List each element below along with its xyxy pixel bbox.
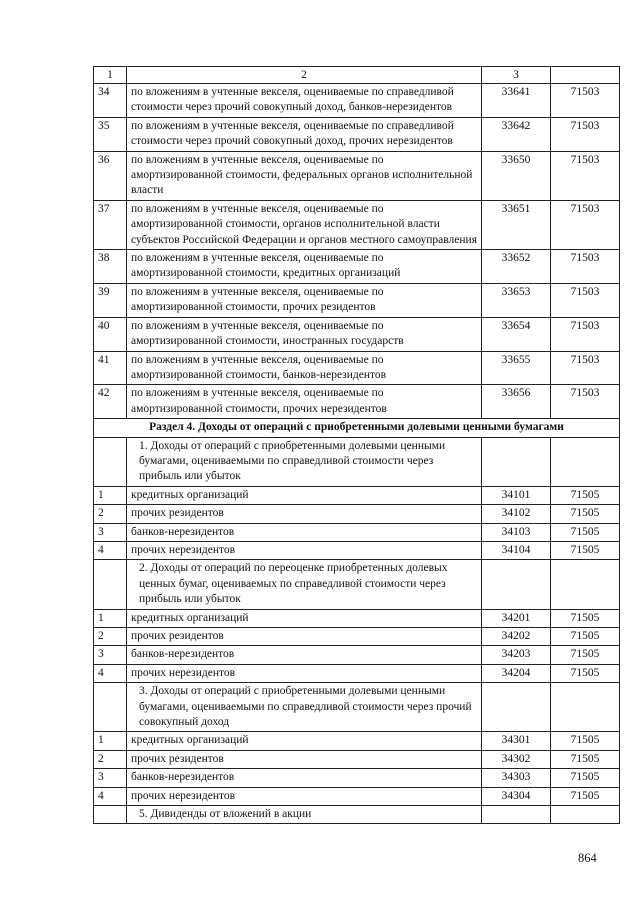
accounts-table	[93, 66, 620, 824]
row-text: прочих резидентов	[127, 505, 482, 523]
row-code-2: 71505	[551, 787, 620, 805]
row-text: банков-нерезидентов	[127, 646, 482, 664]
row-code-2: 71505	[551, 523, 620, 541]
empty-cell	[551, 683, 620, 732]
row-number: 42	[94, 385, 127, 419]
row-text: по вложениям в учтенные векселя, оцениваемые по амортизированной стоимости, иностранных государств	[127, 317, 482, 351]
table-row	[94, 200, 620, 249]
row-number: 41	[94, 351, 127, 385]
table-row	[94, 787, 620, 805]
row-code: 34201	[482, 609, 551, 627]
row-code: 34301	[482, 732, 551, 750]
empty-cell	[482, 437, 551, 486]
row-code: 33650	[482, 151, 551, 200]
row-number: 2	[94, 750, 127, 768]
group-title: 2. Доходы от операций по переоценке приобретенных долевых ценных бумаг, оцениваемых по справедливой стоимости через прибыль или убыток	[127, 560, 482, 609]
row-code-2: 71503	[551, 283, 620, 317]
row-code-2: 71503	[551, 385, 620, 419]
row-code-2: 71505	[551, 628, 620, 646]
row-code-2: 71503	[551, 250, 620, 284]
empty-cell	[94, 560, 127, 609]
group-title: 5. Дивиденды от вложений в акции	[127, 806, 482, 824]
header-col-4	[551, 67, 620, 84]
row-code-2: 71505	[551, 769, 620, 787]
row-code-2: 71503	[551, 317, 620, 351]
row-code-2: 71505	[551, 505, 620, 523]
table-row	[94, 486, 620, 504]
row-code: 33652	[482, 250, 551, 284]
group-title-row	[94, 437, 620, 486]
row-code-2: 71505	[551, 486, 620, 504]
row-text: по вложениям в учтенные векселя, оцениваемые по амортизированной стоимости, органов исполнительной власти субъектов Российской Федерации и органов местного самоуправления	[127, 200, 482, 249]
header-col-1: 1	[94, 67, 127, 84]
table-row	[94, 317, 620, 351]
header-col-2: 2	[127, 67, 482, 84]
empty-cell	[551, 560, 620, 609]
row-code: 34204	[482, 664, 551, 682]
table-row	[94, 609, 620, 627]
group-title-row	[94, 806, 620, 824]
section-heading: Раздел 4. Доходы от операций с приобретенными долевыми ценными бумагами	[94, 419, 620, 437]
table-row	[94, 505, 620, 523]
empty-cell	[551, 437, 620, 486]
table-row	[94, 117, 620, 151]
empty-cell	[94, 806, 127, 824]
row-number: 40	[94, 317, 127, 351]
row-text: по вложениям в учтенные векселя, оцениваемые по справедливой стоимости через прочий совокупный доход, банков-нерезидентов	[127, 84, 482, 118]
row-number: 1	[94, 609, 127, 627]
row-code-2: 71505	[551, 609, 620, 627]
row-number: 38	[94, 250, 127, 284]
row-code: 34202	[482, 628, 551, 646]
table-row	[94, 750, 620, 768]
group-title-row	[94, 683, 620, 732]
row-code: 33656	[482, 385, 551, 419]
row-text: прочих нерезидентов	[127, 664, 482, 682]
table-row	[94, 628, 620, 646]
empty-cell	[482, 683, 551, 732]
row-text: по вложениям в учтенные векселя, оцениваемые по амортизированной стоимости, прочих резидентов	[127, 283, 482, 317]
row-number: 4	[94, 541, 127, 559]
table-row	[94, 732, 620, 750]
table-row	[94, 283, 620, 317]
row-code-2: 71503	[551, 200, 620, 249]
row-code: 33651	[482, 200, 551, 249]
table-row	[94, 385, 620, 419]
row-text: кредитных организаций	[127, 732, 482, 750]
group-title-row	[94, 560, 620, 609]
row-text: прочих резидентов	[127, 628, 482, 646]
row-number: 39	[94, 283, 127, 317]
row-code: 33641	[482, 84, 551, 118]
row-code: 34203	[482, 646, 551, 664]
table-row	[94, 646, 620, 664]
row-number: 4	[94, 787, 127, 805]
row-text: прочих нерезидентов	[127, 541, 482, 559]
row-code-2: 71505	[551, 732, 620, 750]
row-number: 3	[94, 769, 127, 787]
row-code: 34303	[482, 769, 551, 787]
row-code: 33654	[482, 317, 551, 351]
table-row	[94, 541, 620, 559]
row-text: по вложениям в учтенные векселя, оцениваемые по амортизированной стоимости, федеральных органов исполнительной власти	[127, 151, 482, 200]
row-code: 34302	[482, 750, 551, 768]
row-code: 33653	[482, 283, 551, 317]
row-text: по вложениям в учтенные векселя, оцениваемые по амортизированной стоимости, прочих нерезидентов	[127, 385, 482, 419]
empty-cell	[94, 437, 127, 486]
row-number: 3	[94, 646, 127, 664]
table-row	[94, 351, 620, 385]
row-number: 35	[94, 117, 127, 151]
row-text: прочих резидентов	[127, 750, 482, 768]
row-number: 1	[94, 732, 127, 750]
empty-cell	[551, 806, 620, 824]
row-number: 37	[94, 200, 127, 249]
table-row	[94, 664, 620, 682]
table-row	[94, 151, 620, 200]
group-title: 3. Доходы от операций с приобретенными долевыми ценными бумагами, оцениваемыми по справедливой стоимости через прочий совокупный доход	[127, 683, 482, 732]
row-code: 34101	[482, 486, 551, 504]
row-code: 33642	[482, 117, 551, 151]
row-number: 1	[94, 486, 127, 504]
row-code-2: 71503	[551, 84, 620, 118]
empty-cell	[94, 683, 127, 732]
row-code-2: 71503	[551, 117, 620, 151]
row-code-2: 71503	[551, 151, 620, 200]
row-code-2: 71505	[551, 541, 620, 559]
row-text: по вложениям в учтенные векселя, оцениваемые по амортизированной стоимости, кредитных организаций	[127, 250, 482, 284]
row-text: банков-нерезидентов	[127, 523, 482, 541]
row-text: по вложениям в учтенные векселя, оцениваемые по справедливой стоимости через прочий совокупный доход, прочих нерезидентов	[127, 117, 482, 151]
section-row	[94, 419, 620, 437]
row-code-2: 71505	[551, 750, 620, 768]
empty-cell	[482, 806, 551, 824]
table-row	[94, 84, 620, 118]
row-code-2: 71503	[551, 351, 620, 385]
page-number: 864	[578, 851, 597, 865]
row-number: 2	[94, 628, 127, 646]
table-row	[94, 769, 620, 787]
row-code-2: 71505	[551, 646, 620, 664]
row-code: 34104	[482, 541, 551, 559]
row-text: по вложениям в учтенные векселя, оцениваемые по амортизированной стоимости, банков-нерезидентов	[127, 351, 482, 385]
row-code: 34304	[482, 787, 551, 805]
row-number: 4	[94, 664, 127, 682]
group-title: 1. Доходы от операций с приобретенными долевыми ценными бумагами, оцениваемыми по справедливой стоимости через прибыль или убыток	[127, 437, 482, 486]
row-text: банков-нерезидентов	[127, 769, 482, 787]
row-code: 33655	[482, 351, 551, 385]
table-row	[94, 523, 620, 541]
header-col-3: 3	[482, 67, 551, 84]
row-number: 36	[94, 151, 127, 200]
row-number: 3	[94, 523, 127, 541]
row-number: 34	[94, 84, 127, 118]
empty-cell	[482, 560, 551, 609]
row-text: прочих нерезидентов	[127, 787, 482, 805]
row-code: 34103	[482, 523, 551, 541]
row-code-2: 71505	[551, 664, 620, 682]
table-row	[94, 250, 620, 284]
header-row	[94, 67, 620, 84]
row-text: кредитных организаций	[127, 486, 482, 504]
row-number: 2	[94, 505, 127, 523]
row-text: кредитных организаций	[127, 609, 482, 627]
row-code: 34102	[482, 505, 551, 523]
